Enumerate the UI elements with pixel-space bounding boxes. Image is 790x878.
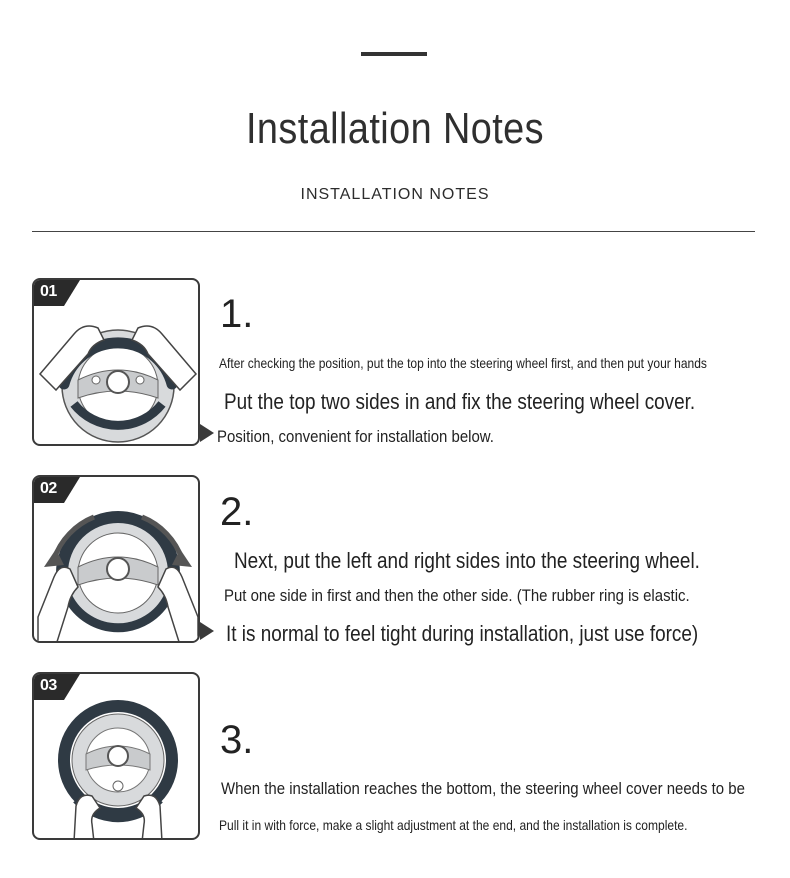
- divider: [32, 231, 755, 232]
- step-3-illustration: [32, 672, 200, 840]
- pointer-arrow-icon: [200, 424, 214, 442]
- step-1-line-1: After checking the position, put the top into the steering wheel first, and then put your hands: [219, 355, 707, 371]
- step-1-illustration: [32, 278, 200, 446]
- step-badge-number: 02: [40, 480, 57, 497]
- step-2-line-1: Next, put the left and right sides into the steering wheel.: [234, 548, 700, 573]
- step-3-line-1: When the installation reaches the bottom, the steering wheel cover needs to be: [221, 779, 745, 798]
- step-badge-number: 03: [40, 677, 57, 694]
- page-subtitle: INSTALLATION NOTES: [300, 186, 490, 203]
- step-3-number: 3.: [220, 718, 254, 762]
- step-1-line-2: Put the top two sides in and fix the steering wheel cover.: [224, 389, 696, 414]
- step-1-line-3: Position, convenient for installation below.: [217, 427, 494, 446]
- step-3-line-2: Pull it in with force, make a slight adjustment at the end, and the installation is complete.: [219, 817, 688, 833]
- step-2-number: 2.: [220, 490, 254, 534]
- step-2-line-2: Put one side in first and then the other side. (The rubber ring is elastic.: [224, 586, 690, 605]
- step-1-number: 1.: [220, 292, 254, 336]
- pointer-arrow-icon: [200, 622, 214, 640]
- step-2-illustration: [32, 475, 200, 643]
- step-badge-number: 01: [40, 283, 57, 300]
- step-2-line-3: It is normal to feel tight during installation, just use force): [226, 621, 699, 646]
- decorative-top-bar: [361, 52, 427, 56]
- page-title: Installation Notes: [245, 104, 545, 153]
